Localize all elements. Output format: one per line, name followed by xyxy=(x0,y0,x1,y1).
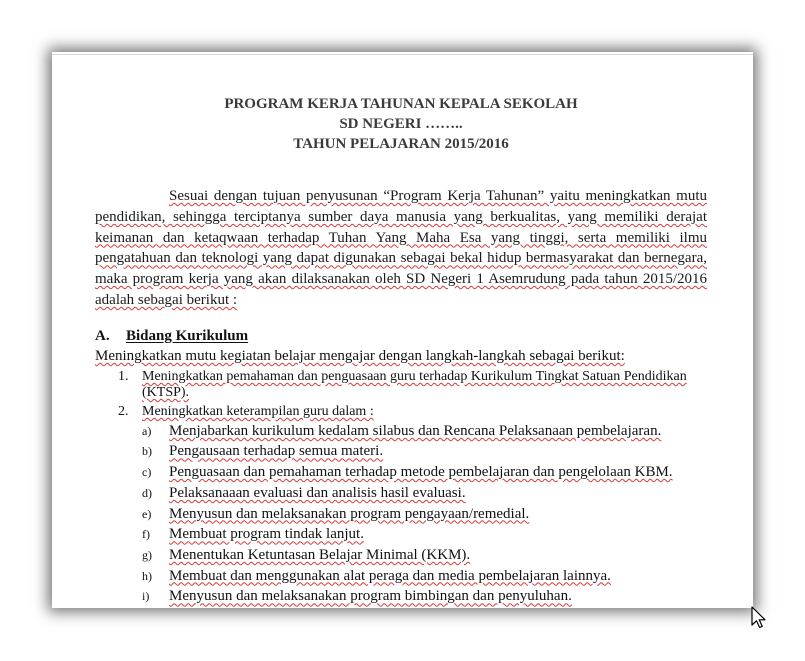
section-letter: A. xyxy=(95,327,110,344)
sub-list-letter: d) xyxy=(142,485,152,500)
document-page[interactable] xyxy=(52,52,753,608)
section-intro: Meningkatkan mutu kegiatan belajar mengajar dengan langkah-langkah sebagai berikut: xyxy=(95,347,625,364)
sub-list-item xyxy=(95,586,707,607)
sub-list-item-text: Menjabarkan kurikulum kedalam silabus dan Rencana Pelaksanaan pembelajaran. xyxy=(169,422,662,439)
page-top-divider xyxy=(52,54,753,55)
sub-list-item-text: Membuat dan menggunakan alat peraga dan media pembelajaran lainnya. xyxy=(169,567,611,584)
sub-list-item xyxy=(95,566,707,587)
sub-list-item-text: Menyusun dan melaksanakan program bimbingan dan penyuluhan. xyxy=(169,588,572,605)
sub-list-item-text: Pengausaan terhadap semua materi. xyxy=(169,443,384,460)
sub-list-item xyxy=(95,441,707,462)
sub-list-item xyxy=(95,524,707,545)
sub-list-letter: i) xyxy=(142,589,150,604)
mouse-pointer-icon xyxy=(751,606,767,630)
sub-list-letter: h) xyxy=(142,568,152,583)
sub-list xyxy=(95,421,707,607)
sub-list-item xyxy=(95,483,707,504)
title-line-3: TAHUN PELAJARAN 2015/2016 xyxy=(293,136,509,152)
sub-list-letter: c) xyxy=(142,465,152,480)
sub-list-letter: g) xyxy=(142,548,152,562)
section-heading xyxy=(95,326,707,346)
title-line-1: PROGRAM KERJA TAHUNAN KEPALA SEKOLAH xyxy=(224,96,578,112)
list-number: 2. xyxy=(118,403,129,419)
sub-list-letter: f) xyxy=(142,527,150,542)
sub-list-item-text: Menyusun dan melaksanakan program pengayaan/remedial. xyxy=(169,505,530,522)
sub-list-letter: e) xyxy=(142,506,152,521)
sub-list-item-text: Membuat program tindak lanjut. xyxy=(169,526,364,543)
title-line-2: SD NEGERI …….. xyxy=(339,116,463,132)
document-body xyxy=(95,94,707,607)
list-item xyxy=(95,369,707,401)
sub-list-letter: a) xyxy=(142,423,152,438)
intro-paragraph: Sesuai dengan tujuan penyusunan “Program Kerja Tahunan” yaitu meningkatkan mutu pendidikan, sehingga terciptanya sumber daya manusia yang berkualitas, yang memiliki derajat keimanan dan ketaqwaan terhadap Tuhan Yang Maha Esa yang tinggi, serta memiliki ilmu pengatahuan dan teknologi yang dapat digunakan sebagai bekal hidup bermasyarakat dan bernegara, maka program kerja yang akan dilaksanakan oleh SD Negeri 1 Asemrudung pada tahun 2015/2016 adalah sebagai berikut : xyxy=(95,188,707,308)
sub-list-item xyxy=(95,504,707,525)
list-item xyxy=(95,404,707,420)
document-title xyxy=(95,94,707,154)
section-title: Bidang Kurikulum xyxy=(126,327,249,344)
sub-list-item xyxy=(95,545,707,566)
sub-list-item-text: Penguasaan dan pemahaman terhadap metode pembelajaran dan pengelolaan KBM. xyxy=(169,464,673,481)
list-item-text: Meningkatkan keterampilan guru dalam : xyxy=(142,403,374,419)
sub-list-item-text: Pelaksanaaan evaluasi dan analisis hasil evaluasi. xyxy=(169,484,466,501)
sub-list-item xyxy=(95,462,707,483)
sub-list-item xyxy=(95,421,707,442)
sub-list-item-text: Menentukan Ketuntasan Belajar Minimal (KKM). xyxy=(169,547,471,563)
sub-list-letter: b) xyxy=(142,444,152,459)
list-number: 1. xyxy=(118,368,129,384)
list-item-text: Meningkatkan pemahaman dan penguasaan guru terhadap Kurikulum Tingkat Satuan Pendidikan (KTSP). xyxy=(142,368,687,400)
